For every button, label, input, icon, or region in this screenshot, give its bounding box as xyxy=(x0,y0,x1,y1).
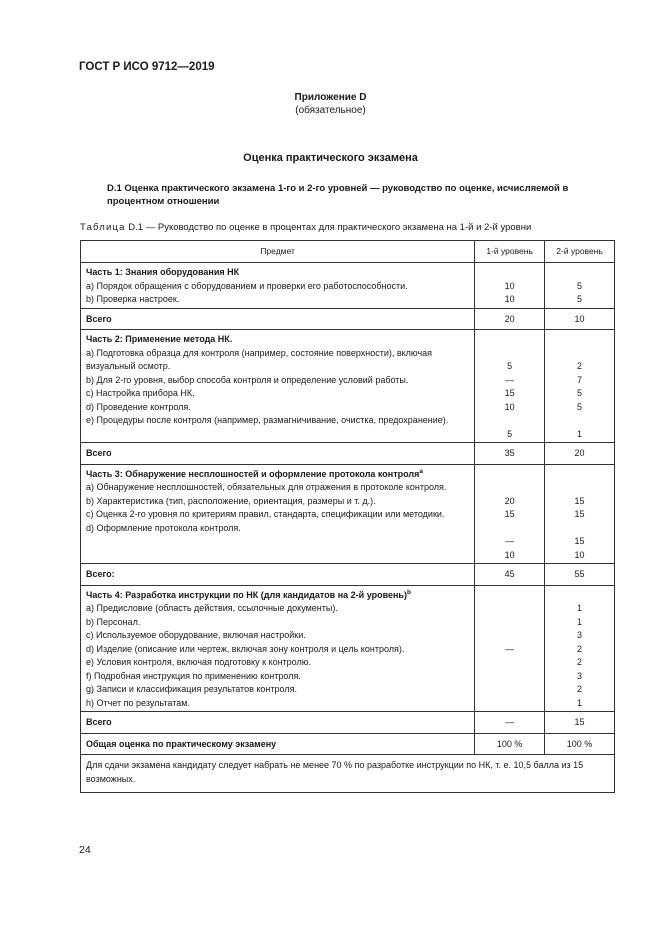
part4-level1 xyxy=(475,585,545,712)
part2-level1 xyxy=(475,330,545,443)
value: 5 xyxy=(577,388,583,398)
part3-level1 xyxy=(475,464,545,564)
value: 5 xyxy=(507,428,513,439)
section-title: Оценка практического экзамена xyxy=(243,152,418,164)
overall-row xyxy=(81,733,615,755)
footnote-marker: a xyxy=(419,467,424,475)
part1-level2 xyxy=(545,263,615,309)
list-item: d) Оформление протокола контроля. xyxy=(86,522,241,533)
value: 5 xyxy=(507,361,513,371)
total-label: Всего: xyxy=(81,564,475,586)
list-item: а) Обнаружение несплошностей, обязательных для отражения в протоколе контроля. xyxy=(86,482,447,492)
total-level2: 55 xyxy=(545,564,615,586)
total-level2: 15 xyxy=(545,712,615,734)
value: — xyxy=(505,374,515,385)
value: 10 xyxy=(504,294,515,304)
value: 10 xyxy=(574,549,585,560)
header-item: Предмет xyxy=(81,241,475,263)
list-item: b) Проверка настроек. xyxy=(86,294,180,304)
part3-title: Часть 3: Обнаружение несплошностей и оформление протокола контроля$^a$ xyxy=(86,467,424,479)
list-item: а) Подготовка образца для контроля (например, состояние поверхности), включая визуальный осмотр. xyxy=(86,347,433,371)
list-item: d) Проведение контроля. xyxy=(86,401,191,412)
header-level1: 1-й уровень xyxy=(475,241,545,263)
appendix-heading xyxy=(0,91,661,117)
part1-items xyxy=(81,263,475,309)
value: 2 xyxy=(577,684,583,694)
header-level2: 2-й уровень xyxy=(545,241,615,263)
value: 15 xyxy=(574,495,585,506)
appendix-subtitle: (обязательное) xyxy=(295,105,366,116)
part2-level2 xyxy=(545,330,615,443)
value: 5 xyxy=(577,294,583,304)
value: — xyxy=(505,643,515,654)
value: 2 xyxy=(577,361,583,371)
total-label: Всего xyxy=(81,308,475,330)
value: 15 xyxy=(574,536,585,546)
value: 2 xyxy=(577,643,583,654)
table-caption xyxy=(80,222,620,233)
value: 3 xyxy=(577,630,583,640)
part4-title: Часть 4: Разработка инструкции по НК (для кандидатов на 2-й уровень)$^b$ xyxy=(86,588,411,600)
part3-total-row xyxy=(81,564,615,586)
total-level1: 45 xyxy=(475,564,545,586)
part4-level2 xyxy=(545,585,615,712)
part1-row xyxy=(81,263,615,309)
total-level2: 10 xyxy=(545,308,615,330)
part2-title: Часть 2: Применение метода НК. xyxy=(86,334,233,344)
list-item: а) Предисловие (область действия, ссылочные документы). xyxy=(86,603,338,613)
list-item: а) Порядок обращения с оборудованием и проверки его работоспособности. xyxy=(86,280,408,291)
value: 1 xyxy=(577,697,583,708)
value: 5 xyxy=(577,401,583,412)
document-code: ГОСТ Р ИСО 9712—2019 xyxy=(79,61,215,73)
part2-items xyxy=(81,330,475,443)
list-item: е) Процедуры после контроля (например, размагничивание, очистка, предохранение). xyxy=(86,415,449,425)
part1-title: Часть 1: Знания оборудования НК xyxy=(86,267,240,277)
list-item: b) Характеристика (тип, расположение, ориентация, размеры и т. д.). xyxy=(86,495,376,506)
total-level1: 35 xyxy=(475,443,545,465)
value: 1 xyxy=(577,603,583,613)
table-caption-text: D.1 — Руководство по оценке в процентах для практического экзамена на 1-й и 2-й уровни xyxy=(128,222,532,233)
part4-row xyxy=(81,585,615,712)
list-item: с) Настройка прибора НК. xyxy=(86,388,195,398)
list-item: d) Изделие (описание или чертеж, включая зону контроля и цель контроля). xyxy=(86,643,405,654)
total-label: Всего xyxy=(81,443,475,465)
overall-label: Общая оценка по практическому экзамену xyxy=(81,733,475,755)
value: 2 xyxy=(577,657,583,667)
page-number: 24 xyxy=(79,844,91,856)
part4-total-row xyxy=(81,712,615,734)
appendix-title: Приложение D xyxy=(294,92,367,103)
part1-level1 xyxy=(475,263,545,309)
overall-level1: 100 % xyxy=(475,733,545,755)
value: 15 xyxy=(504,509,515,519)
subsection-title: D.1 Оценка практического экзамена 1-го и 2-го уровней — руководство по оценке, исчисляемой в процентном отношении xyxy=(107,183,569,207)
note-row xyxy=(81,755,615,793)
total-level2: 20 xyxy=(545,443,615,465)
footnote-marker: b xyxy=(406,588,411,596)
value: 15 xyxy=(574,509,585,519)
assessment-table xyxy=(80,240,615,793)
value: 20 xyxy=(504,495,515,506)
list-item: b) Для 2-го уровня, выбор способа контроля и определение условий работы. xyxy=(86,374,409,385)
part3-items xyxy=(81,464,475,564)
table-note: Для сдачи экзамена кандидату следует набрать не менее 70 % по разработке инструкции по НК, т. е. 10,5 балла из 15 возможных. xyxy=(81,755,615,793)
value: 7 xyxy=(577,374,583,385)
part1-total-row xyxy=(81,308,615,330)
value: — xyxy=(505,536,515,546)
total-level1: 20 xyxy=(475,308,545,330)
part2-total-row xyxy=(81,443,615,465)
list-item: f) Подробная инструкция по применению контроля. xyxy=(86,670,301,681)
part4-items xyxy=(81,585,475,712)
list-item: с) Оценка 2-го уровня по критериям правил, стандарта, спецификации или методики. xyxy=(86,509,445,519)
value: 5 xyxy=(577,280,583,291)
list-item: b) Персонал. xyxy=(86,616,141,627)
overall-level2: 100 % xyxy=(545,733,615,755)
value: 10 xyxy=(504,401,515,412)
part3-row xyxy=(81,464,615,564)
total-label: Всего xyxy=(81,712,475,734)
total-level1: — xyxy=(475,712,545,734)
list-item: g) Записи и классификация результатов контроля. xyxy=(86,684,297,694)
value: 10 xyxy=(504,280,515,291)
part2-row xyxy=(81,330,615,443)
value: 1 xyxy=(577,616,583,627)
value: 15 xyxy=(504,388,515,398)
value: 1 xyxy=(577,428,583,439)
list-item: h) Отчет по результатам. xyxy=(86,697,190,708)
value: 3 xyxy=(577,670,583,681)
table-caption-label: Таблица xyxy=(80,222,126,233)
part3-level2 xyxy=(545,464,615,564)
table-header-row xyxy=(81,241,615,263)
list-item: е) Условия контроля, включая подготовку к контролю. xyxy=(86,657,311,667)
list-item: с) Используемое оборудование, включая настройки. xyxy=(86,630,306,640)
value: 10 xyxy=(504,549,515,560)
